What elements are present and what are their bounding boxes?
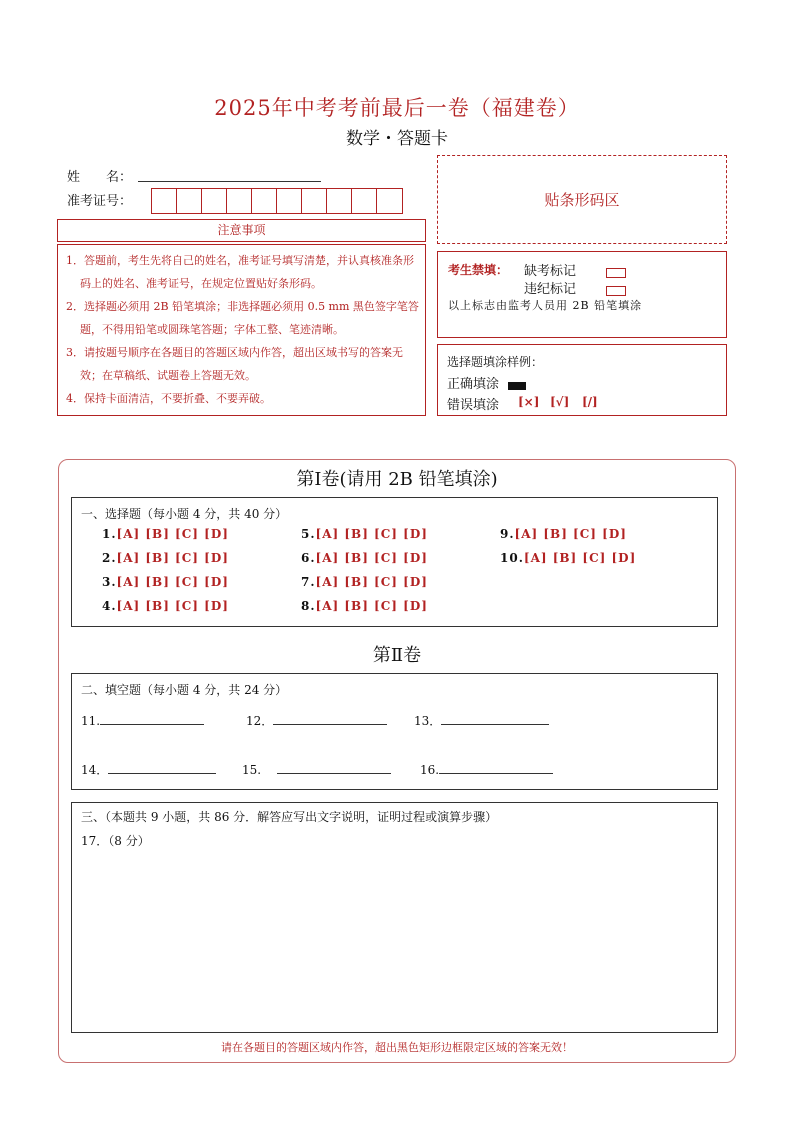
answer-line[interactable]	[277, 761, 391, 774]
blank-item	[81, 761, 216, 778]
absent-mark-box[interactable]	[606, 268, 626, 278]
choice-options[interactable]: [A] [B] [C] [D]	[116, 551, 229, 565]
question-17-label: 17．（8 分）	[81, 834, 150, 848]
question-number: 14．	[81, 763, 109, 777]
choice-row[interactable]	[301, 599, 428, 613]
solution-section-label: 三、（本题共 9 小题，共 86 分．解答应写出文字说明，证明过程或演算步骤）	[81, 810, 498, 824]
choice-row[interactable]	[102, 599, 229, 613]
question-number: 13．	[414, 714, 442, 728]
question-number: 6.	[301, 551, 316, 565]
id-digit-box[interactable]	[377, 189, 402, 213]
choice-options[interactable]: [A] [B] [C] [D]	[116, 575, 229, 589]
choice-options[interactable]: [A] [B] [C] [D]	[116, 527, 229, 541]
violation-mark-box[interactable]	[606, 286, 626, 296]
question-number: 10.	[500, 551, 524, 565]
wrong-mark-sample: [×]	[518, 395, 540, 409]
ban-note: 以上标志由监考人员用 2B 铅笔填涂	[448, 299, 643, 312]
part1-title: 第Ⅰ卷(请用 2B 铅笔填涂)	[296, 469, 498, 490]
choice-options[interactable]: [A] [B] [C] [D]	[523, 551, 637, 565]
question-number: 5.	[301, 527, 316, 541]
correct-fill-sample	[508, 382, 526, 390]
answer-line[interactable]	[439, 761, 553, 774]
choice-row[interactable]	[102, 551, 229, 565]
choice-row[interactable]	[301, 575, 428, 589]
choice-options[interactable]: [A] [B] [C] [D]	[315, 551, 428, 565]
answer-line[interactable]	[108, 761, 216, 774]
question-number: 1.	[102, 527, 117, 541]
question-number: 12．	[246, 714, 274, 728]
name-label: 姓 名：	[67, 170, 133, 185]
proctor-marks-box	[437, 251, 727, 338]
fill-sample-label: 选择题填涂样例：	[447, 355, 544, 369]
blank-item	[246, 712, 387, 729]
id-digit-box[interactable]	[302, 189, 327, 213]
wrong-mark-sample: [/]	[582, 395, 598, 409]
id-digit-box[interactable]	[202, 189, 227, 213]
name-field[interactable]	[138, 181, 321, 182]
id-digit-box[interactable]	[177, 189, 202, 213]
question-number: 3.	[102, 575, 117, 589]
id-number-boxes[interactable]	[151, 188, 403, 214]
blank-item	[420, 761, 553, 777]
choice-row[interactable]	[301, 527, 428, 541]
blank-item	[81, 712, 204, 728]
question-number: 9.	[500, 527, 515, 541]
answer-line[interactable]	[273, 712, 387, 725]
question-number: 4.	[102, 599, 117, 613]
answer-line[interactable]	[100, 712, 204, 725]
notice-item: 1．答题前，考生先将自己的姓名，准考证号填写清楚，并认真核准条形码上的姓名、准考证号，在规定位置贴好条形码。	[66, 254, 414, 290]
choice-options[interactable]: [A] [B] [C] [D]	[315, 599, 428, 613]
id-digit-box[interactable]	[252, 189, 277, 213]
notice-item: 4．保持卡面清洁，不要折叠、不要弄破。	[66, 392, 271, 405]
solution-section	[71, 802, 718, 1033]
page-title: 2025年中考考前最后一卷（福建卷）	[214, 96, 580, 120]
id-digit-box[interactable]	[327, 189, 352, 213]
notice-item: 3．请按题号顺序在各题目的答题区域内作答，超出区域书写的答案无效；在草稿纸、试题卷上答题无效。	[66, 346, 403, 382]
id-digit-box[interactable]	[152, 189, 177, 213]
question-number: 15.	[242, 763, 262, 777]
wrong-fill-label: 错误填涂	[447, 398, 500, 413]
ban-label: 考生禁填：	[448, 263, 509, 277]
id-digit-box[interactable]	[227, 189, 252, 213]
barcode-label: 贴条形码区	[544, 191, 620, 209]
violation-label: 违纪标记	[524, 282, 577, 297]
notice-body	[57, 244, 426, 416]
choice-section	[71, 497, 718, 627]
blank-item	[242, 761, 391, 777]
wrong-mark-sample: [√]	[550, 395, 570, 409]
choice-section-label: 一、选择题（每小题 4 分，共 40 分）	[81, 507, 288, 521]
notice-heading: 注意事项	[57, 219, 426, 242]
choice-options[interactable]: [A] [B] [C] [D]	[116, 599, 229, 613]
choice-options[interactable]: [A] [B] [C] [D]	[315, 527, 428, 541]
notice-item: 2．选择题必须用 2B 铅笔填涂；非选择题必须用 0.5 mm 黑色签字笔答题，不得用铅笔或圆珠笔答题；字体工整、笔迹清晰。	[66, 300, 419, 336]
question-number: 2.	[102, 551, 117, 565]
choice-options[interactable]: [A] [B] [C] [D]	[514, 527, 627, 541]
question-17-answer-area[interactable]	[81, 853, 709, 1025]
page-subtitle: 数学・答题卡	[346, 129, 448, 149]
choice-options[interactable]: [A] [B] [C] [D]	[315, 575, 428, 589]
absent-label: 缺考标记	[524, 264, 577, 279]
choice-row[interactable]	[301, 551, 428, 565]
blank-item	[414, 712, 549, 729]
question-number: 7.	[301, 575, 316, 589]
question-number: 11.	[81, 714, 101, 728]
choice-row[interactable]	[102, 527, 229, 541]
choice-row[interactable]	[500, 551, 636, 565]
question-number: 8.	[301, 599, 316, 613]
footer-warning: 请在各题目的答题区域内作答，超出黑色矩形边框限定区域的答案无效！	[221, 1041, 573, 1054]
choice-row[interactable]	[500, 527, 627, 541]
correct-fill-label: 正确填涂	[447, 377, 500, 392]
fill-sample-box	[437, 344, 727, 416]
answer-line[interactable]	[441, 712, 549, 725]
choice-row[interactable]	[102, 575, 229, 589]
id-digit-box[interactable]	[352, 189, 377, 213]
question-number: 16.	[420, 763, 440, 777]
fill-in-section	[71, 673, 718, 790]
fill-in-section-label: 二、填空题（每小题 4 分，共 24 分）	[81, 683, 288, 697]
id-label: 准考证号：	[67, 194, 133, 209]
id-digit-box[interactable]	[277, 189, 302, 213]
barcode-area	[437, 155, 727, 244]
part2-title: 第Ⅱ卷	[372, 645, 422, 666]
